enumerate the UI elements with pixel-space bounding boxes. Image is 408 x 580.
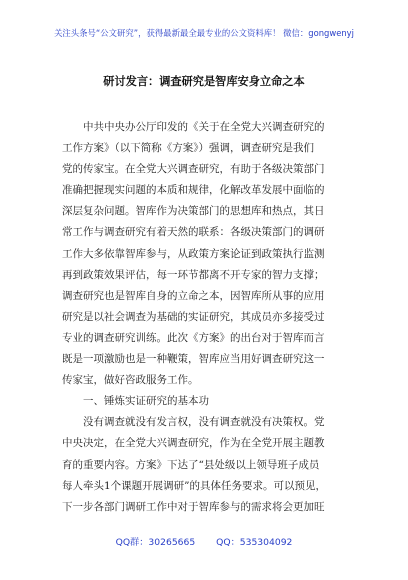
body-line: 常工作与调查研究有着天然的联系：各级决策部门的调研 — [62, 226, 325, 239]
body-line: 准确把握现实问题的本质和规律，化解改革发展中面临的 — [62, 184, 325, 197]
body-line: 研究是以社会调查为基础的实证研究，其成员亦多接受过 — [62, 310, 325, 323]
body-line: 调查研究也是智库自身的立命之本，因智库所从事的应用 — [62, 289, 325, 302]
body-line: 没有调查就没有发言权，没有调查就没有决策权。党 — [83, 416, 325, 429]
body-line: 深层复杂问题。智库作为决策部门的思想库和热点，其日 — [62, 205, 325, 218]
body-line: 工作大多依靠智库参与，从政策方案论证到政策执行监测 — [62, 247, 325, 260]
body-line: 下一步各部门调研工作中对于智库参与的需求将会更加旺 — [62, 500, 325, 513]
document-body — [62, 117, 352, 518]
body-line: 工作方案》（以下简称《方案》）强调，调查研究是我们 — [62, 142, 314, 155]
body-line: 每人牵头1个课题开展调研”的具体任务要求。可以预见， — [62, 479, 327, 492]
page-header: 关注头条号“公文研究”，获得最新最全最专业的公文资料库！ 微信：gongwenyj — [54, 28, 354, 38]
body-line: 专业的调查研究训练。此次《方案》的出台对于智库而言 — [62, 331, 325, 344]
body-line: 育的重要内容。方案》下达了“县处级以上领导班子成员 — [62, 458, 320, 471]
body-line: 既是一项激励也是一种鞭策，智库应当用好调查研究这一 — [62, 353, 325, 366]
body-line: 再到政策效果评估，每一环节都离不开专家的智力支撑； — [62, 268, 325, 281]
body-line: 中共中央办公厅印发的《关于在全党大兴调查研究的 — [83, 121, 325, 133]
document-title: 研讨发言：调查研究是智库安身立命之本 — [103, 74, 305, 88]
footer-qq-group: QQ群：30265665 — [115, 537, 196, 548]
body-line: 传家宝，做好咨政服务工作。 — [62, 374, 199, 387]
body-line: 中央决定，在全党大兴调查研究，作为在全党开展主题教 — [62, 437, 325, 450]
body-line: 一、锤炼实证研究的基本功 — [83, 395, 209, 408]
page-footer — [0, 534, 408, 548]
body-line: 党的传家宝。在全党大兴调查研究，有助于各级决策部门 — [62, 163, 325, 176]
footer-qq: QQ：535304092 — [216, 537, 293, 548]
